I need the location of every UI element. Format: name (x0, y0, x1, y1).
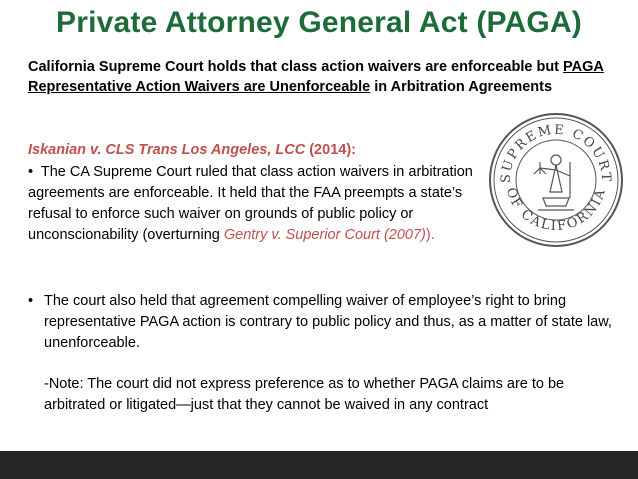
bullet-1-italic: Gentry v. Superior Court (2007) (223, 227, 426, 243)
california-supreme-court-seal (488, 112, 624, 248)
bullet-2-marker: • (28, 293, 34, 309)
bullet-1 (28, 162, 498, 246)
subtitle-part2: in Arbitration Agreements (370, 79, 553, 95)
case-heading (28, 140, 498, 161)
slide-subtitle (28, 57, 628, 97)
subtitle-underlined: PAGA Representative Action Waivers are Unenforceable (28, 59, 604, 95)
bullet-1-end: ). (425, 227, 435, 243)
subtitle-part1: California Supreme Court holds that class action waivers are enforceable but (28, 59, 564, 75)
case-year: (2014): (305, 142, 356, 158)
case-name: Iskanian v. CLS Trans Los Angeles, LCC (28, 142, 306, 158)
footer-bar (0, 451, 638, 479)
note-text: -Note: The court did not express preference as to whether PAGA claims are to be arbitrated or litigated—just that they cannot be waived in any contract (44, 376, 565, 413)
seal-top-text: SUPREME COURT (498, 122, 614, 184)
seal-bottom-text: OF CALIFORNIA (502, 185, 610, 235)
bullet-2-text: The court also held that agreement compelling waiver of employee’s right to bring representative PAGA action is contrary to public policy and thus, as a matter of state law, unenforceable. (44, 293, 612, 351)
bullet-1-text: The CA Supreme Court ruled that class action waivers in arbitration agreements are enforceable. It held that the FAA preempts a state’s refusal to enforce such waiver on grounds of public policy or unconscionability (overturning (28, 164, 473, 243)
seal-figure-icon (534, 155, 574, 210)
bullet-1-marker: • (28, 164, 34, 180)
bullet-2 (28, 291, 623, 354)
slide-title: Private Attorney General Act (PAGA) (55, 6, 582, 39)
